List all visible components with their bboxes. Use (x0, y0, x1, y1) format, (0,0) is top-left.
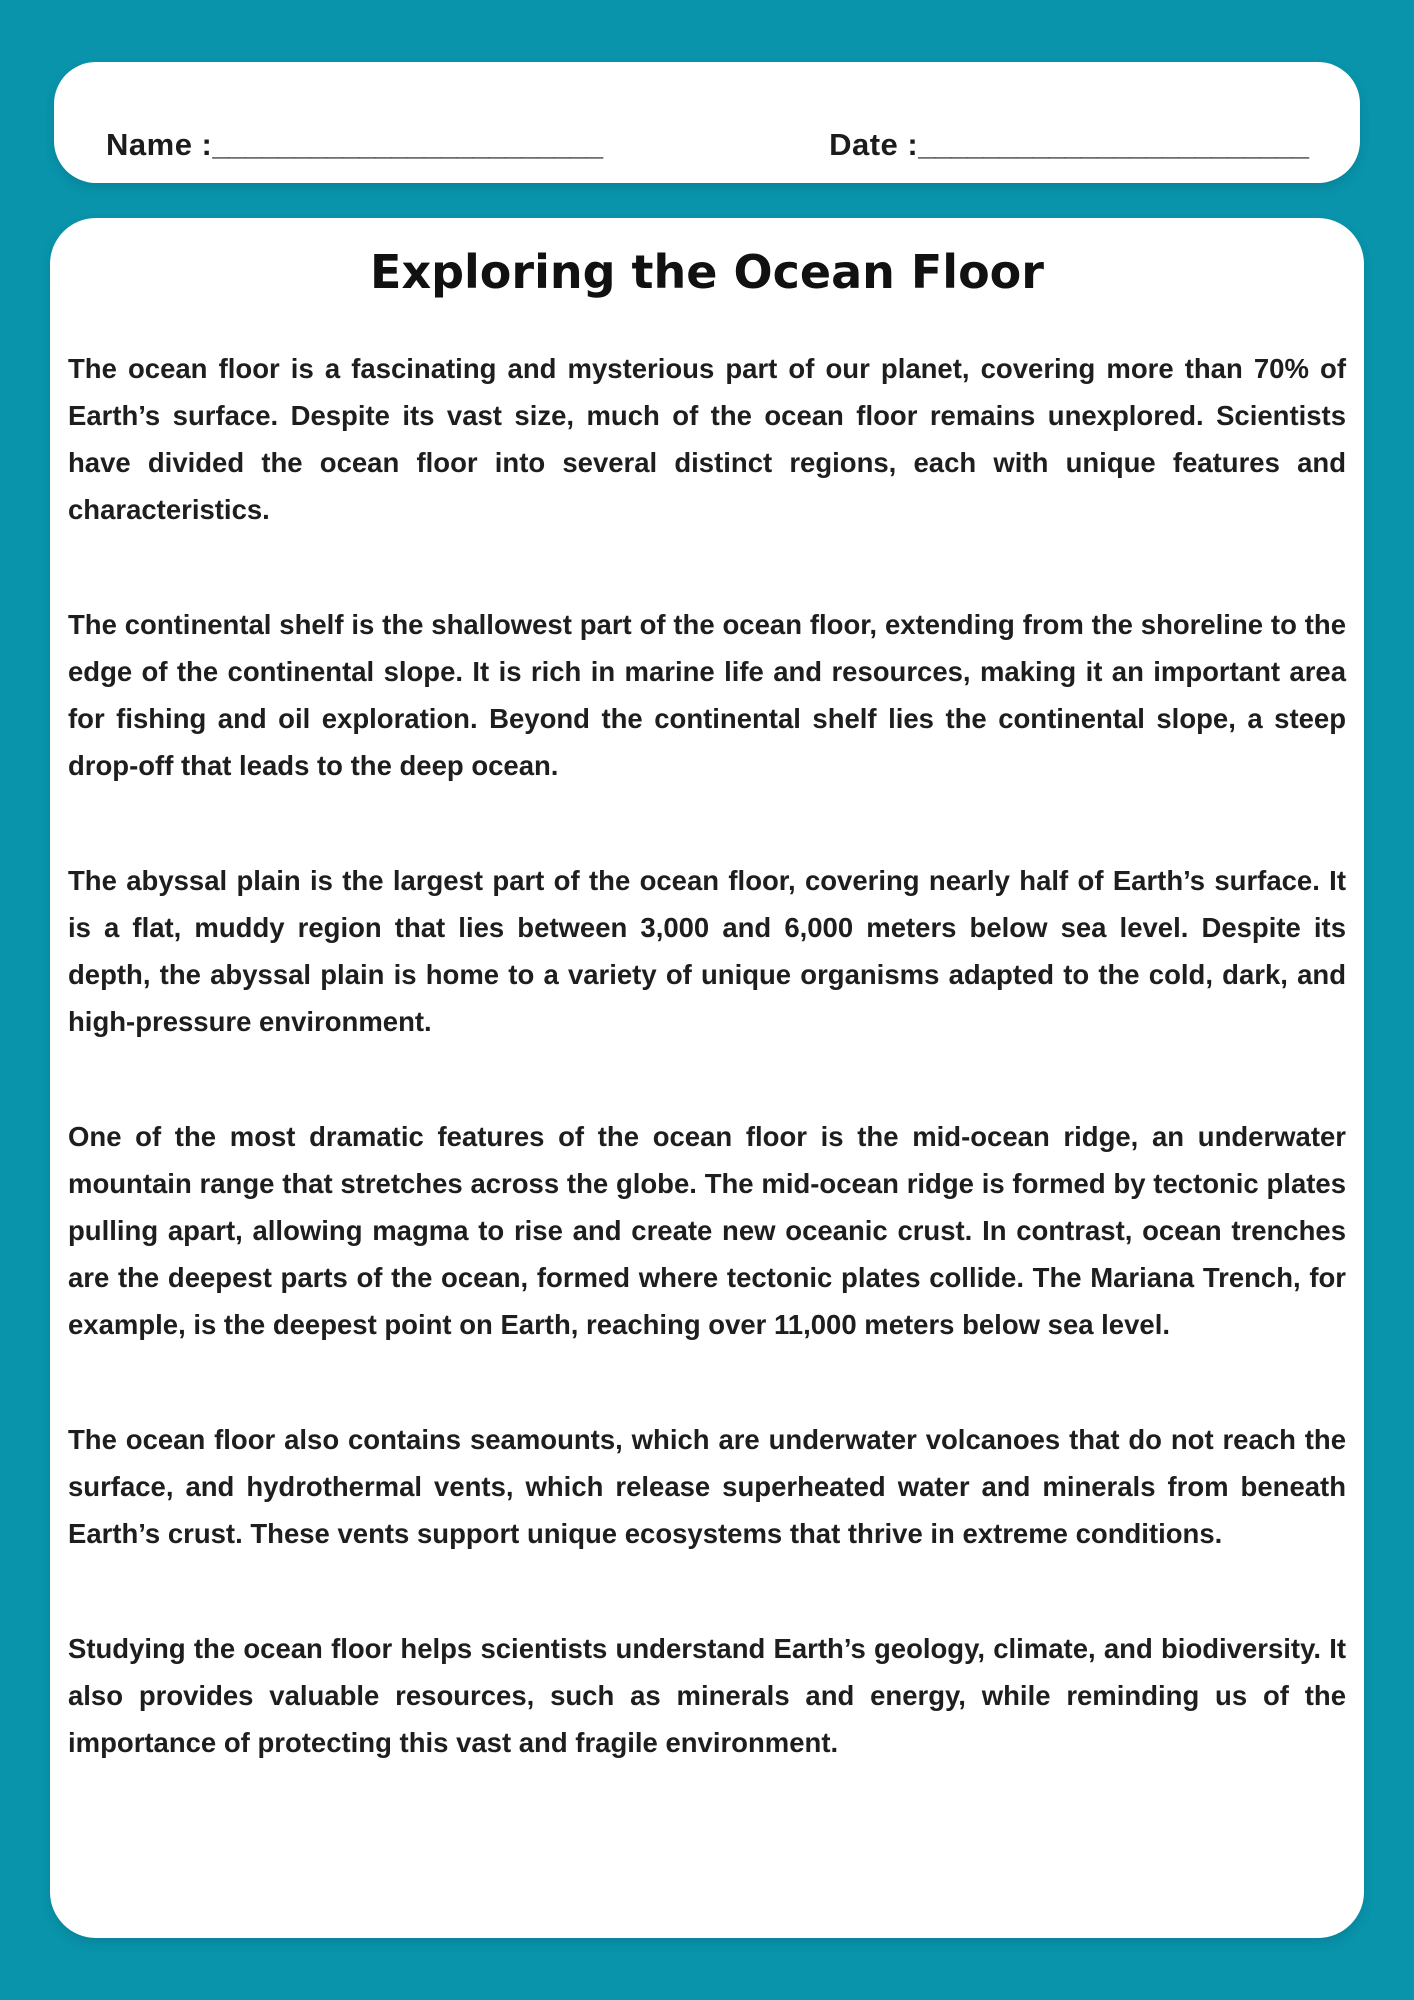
date-blank-line: ________________________ (918, 127, 1308, 162)
paragraph-conclusion: Studying the ocean floor helps scientists understand Earth’s geology, climate, and biodiversity. It also provides valuable resources, such as minerals and energy, while reminding us of the importance of protecting this vast and fragile environment. (68, 1633, 1346, 1758)
name-date-card (54, 62, 1360, 183)
paragraph-mid-ocean-ridge: One of the most dramatic features of the ocean floor is the mid-ocean ridge, an underwater mountain range that stretches across the globe. The mid-ocean ridge is formed by tectonic plates pulling apart, allowing magma to rise and create new oceanic crust. In contrast, ocean trenches are the deepest parts of the ocean, formed where tectonic plates collide. The Mariana Trench, for example, is the deepest point on Earth, reaching over 11,000 meters below sea level. (68, 1121, 1346, 1340)
paragraph-abyssal-plain: The abyssal plain is the largest part of the ocean floor, covering nearly half of Earth’s surface. It is a flat, muddy region that lies between 3,000 and 6,000 meters below sea level. Despite its depth, the abyssal plain is home to a variety of unique organisms adapted to the cold, dark, and high-pressure environment. (68, 865, 1346, 1037)
page-title: Exploring the Ocean Floor (370, 245, 1044, 299)
paragraph-seamounts-vents: The ocean floor also contains seamounts, which are underwater volcanoes that do not reach the surface, and hydrothermal vents, which release superheated water and minerals from beneath Earth’s crust. These vents support unique ecosystems that thrive in extreme conditions. (68, 1424, 1346, 1549)
name-blank-line: ________________________ (212, 127, 603, 162)
article-card (50, 218, 1364, 1938)
name-label: Name : (106, 127, 213, 162)
paragraph-continental-shelf: The continental shelf is the shallowest part of the ocean floor, extending from the shoreline to the edge of the continental slope. It is rich in marine life and resources, making it an important area for fishing and oil exploration. Beyond the continental shelf lies the continental slope, a steep drop-off that leads to the deep ocean. (68, 609, 1346, 781)
date-field (829, 127, 1308, 163)
date-label: Date : (829, 127, 919, 162)
paragraph-intro: The ocean floor is a fascinating and mysterious part of our planet, covering more than 70% of Earth’s surface. Despite its vast size, much of the ocean floor remains unexplored. Scientists have divided the ocean floor into several distinct regions, each with unique features and characteristics. (68, 353, 1346, 525)
name-field (106, 127, 602, 163)
